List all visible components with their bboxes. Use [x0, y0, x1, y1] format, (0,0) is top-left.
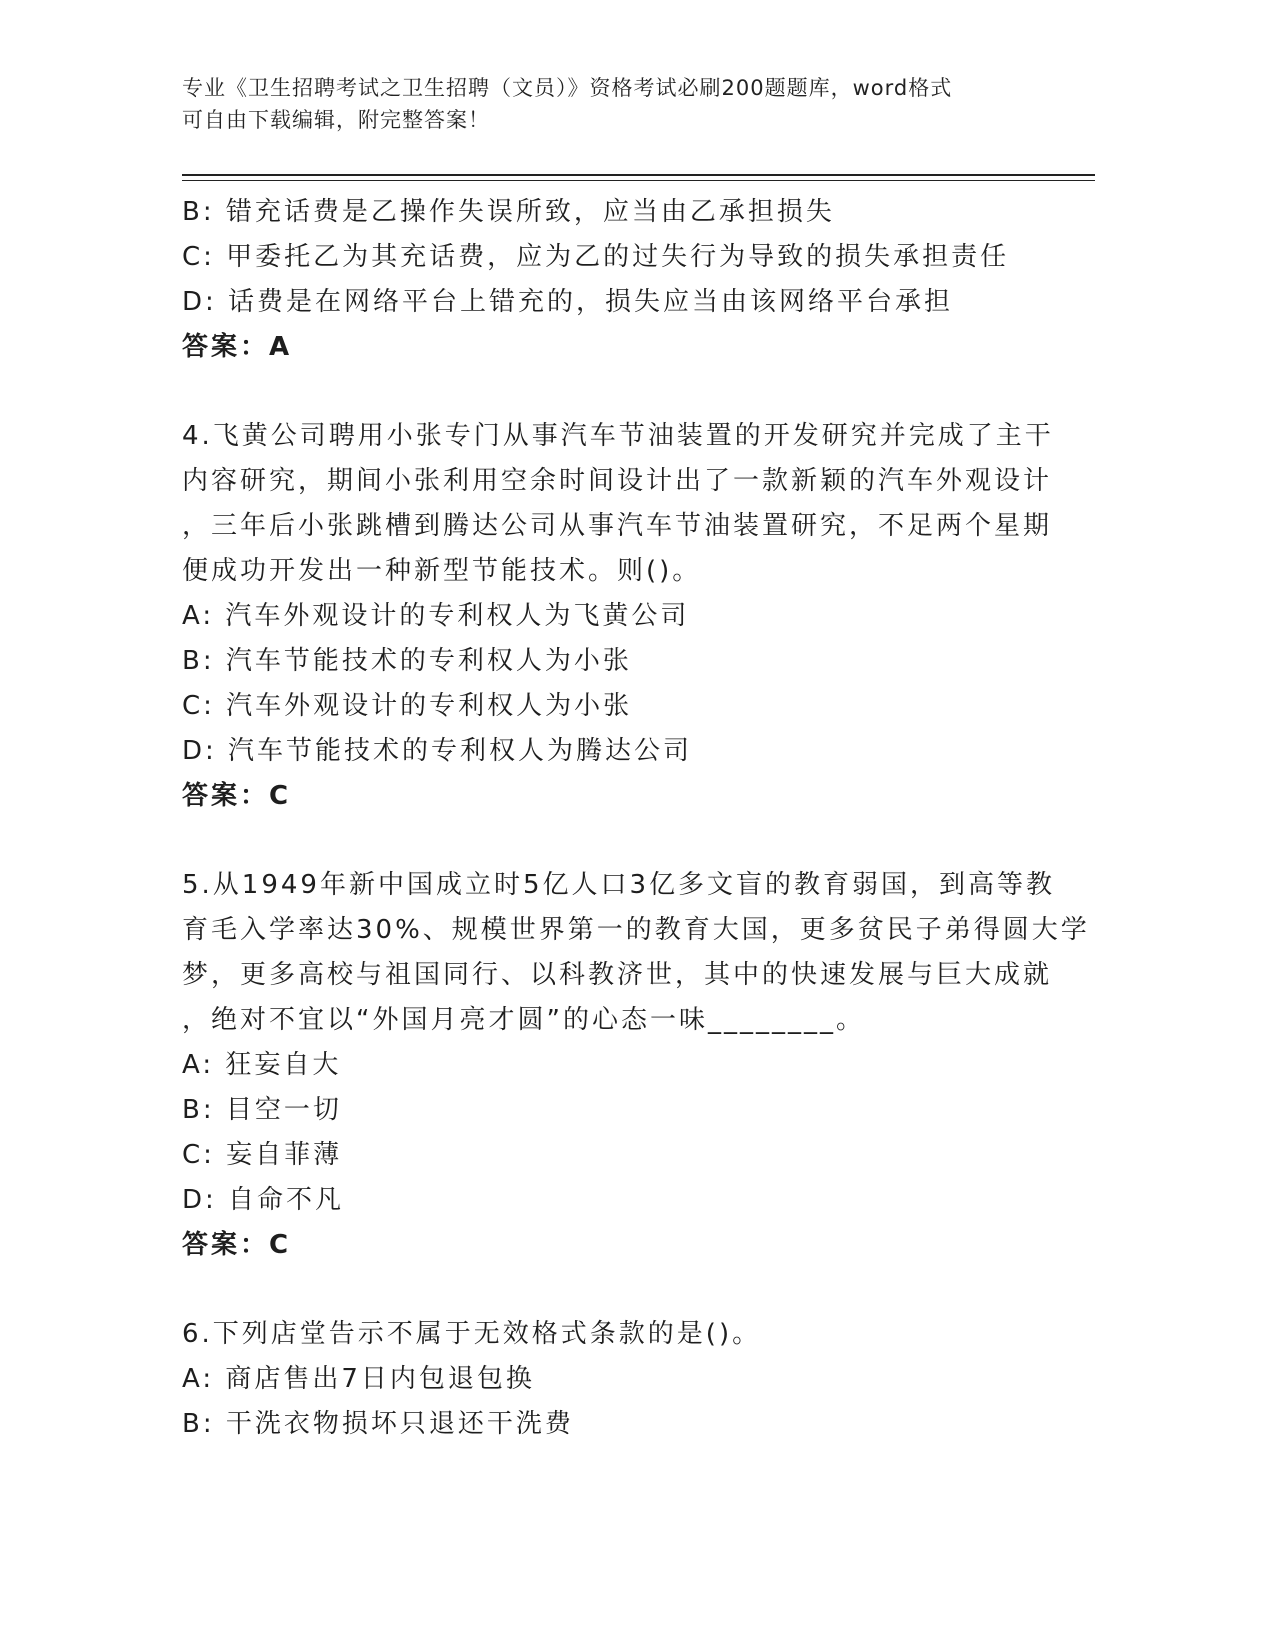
header-rule-thick [182, 174, 1095, 176]
question-stem-line: 梦，更多高校与祖国同行、以科教济世，其中的快速发展与巨大成就 [182, 960, 1053, 990]
question-stem-line: ，三年后小张跳槽到腾达公司从事汽车节油装置研究，不足两个星期 [182, 511, 1053, 541]
option-a: A: 狂妄自大 [182, 1050, 342, 1080]
option-a: A: 汽车外观设计的专利权人为飞黄公司 [182, 601, 690, 631]
option-a: A: 商店售出7日内包退包换 [182, 1364, 535, 1394]
question-stem-line: 4.飞黄公司聘用小张专门从事汽车节油装置的开发研究并完成了主干 [182, 421, 1054, 451]
header-rule-thin [182, 180, 1095, 181]
answer: 答案：A [182, 332, 293, 362]
question-6 [182, 1312, 1082, 1447]
question-stem-line: 便成功开发出一种新型节能技术。则()。 [182, 556, 702, 586]
question-4 [182, 414, 1082, 819]
question-stem-line: 5.从1949年新中国成立时5亿人口3亿多文盲的教育弱国，到高等教 [182, 870, 1056, 900]
option-b: B: 目空一切 [182, 1095, 342, 1125]
option-b: B: 汽车节能技术的专利权人为小张 [182, 646, 632, 676]
question-5 [182, 863, 1090, 1268]
answer: 答案：C [182, 781, 292, 811]
header-line-2: 可自由下载编辑，附完整答案！ [182, 108, 490, 132]
option-d: D: 自命不凡 [182, 1185, 345, 1215]
question-stem-line: 内容研究，期间小张利用空余时间设计出了一款新颖的汽车外观设计 [182, 466, 1053, 496]
option-c: C: 甲委托乙为其充话费，应为乙的过失行为导致的损失承担责任 [182, 242, 1010, 272]
answer: 答案：C [182, 1230, 292, 1260]
question-stem-line: ，绝对不宜以“外国月亮才圆”的心态一味________。 [182, 1005, 865, 1035]
header-line-1: 专业《卫生招聘考试之卫生招聘（文员）》资格考试必刷200题题库，word格式 [182, 76, 953, 100]
document-header [182, 72, 1062, 136]
option-b: B: 错充话费是乙操作失误所致，应当由乙承担损失 [182, 197, 835, 227]
question-list [182, 190, 1090, 1447]
option-b: B: 干洗衣物损坏只退还干洗费 [182, 1409, 574, 1439]
option-d: D: 汽车节能技术的专利权人为腾达公司 [182, 736, 693, 766]
question-stem-line: 育毛入学率达30%、规模世界第一的教育大国，更多贫民子弟得圆大学 [182, 915, 1090, 945]
option-c: C: 汽车外观设计的专利权人为小张 [182, 691, 633, 721]
option-c: C: 妄自菲薄 [182, 1140, 343, 1170]
question-stem-line: 6.下列店堂告示不属于无效格式条款的是()。 [182, 1319, 762, 1349]
option-d: D: 话费是在网络平台上错充的，损失应当由该网络平台承担 [182, 287, 954, 317]
question-3 [182, 190, 1082, 370]
